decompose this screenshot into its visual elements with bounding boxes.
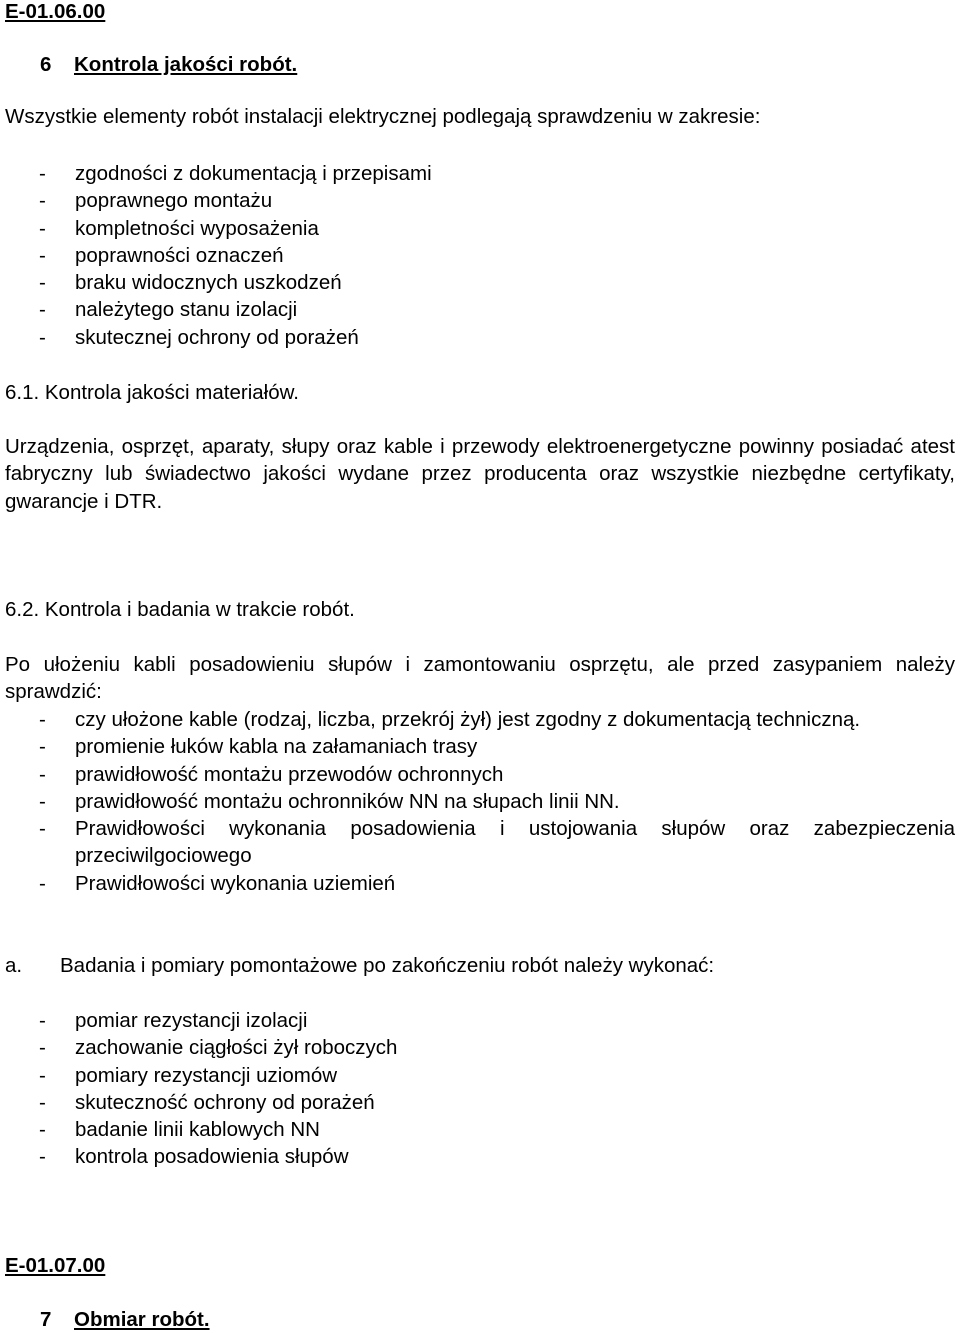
list-item: - badanie linii kablowych NN — [5, 1116, 955, 1143]
subsection-6-2-heading: 6.2. Kontrola i badania w trakcie robót. — [5, 598, 355, 621]
inspection-paragraph: Po ułożeniu kabli posadowieniu słupów i zamontowaniu osprzętu, ale przed zasypaniem należy sprawdzić: — [5, 653, 955, 704]
list-item: - pomiary rezystancji uziomów — [5, 1062, 955, 1089]
bullet-dash: - — [39, 1063, 46, 1087]
post-installation-tests-heading — [5, 952, 714, 979]
inspection-list — [5, 706, 955, 897]
post-installation-list — [5, 1007, 955, 1171]
bullet-dash: - — [39, 708, 46, 731]
bullet-dash: - — [39, 1036, 46, 1060]
materials-paragraph: Urządzenia, osprzęt, aparaty, słupy oraz kable i przewody elektroenergetyczne powinny posiadać atest fabryczny lub świadectwo jakości wydane przez producenta oraz wszystkie niezbędne certyfikaty, gwarancje i DTR. — [5, 435, 955, 513]
bullet-dash: - — [39, 216, 46, 240]
list-item: - braku widocznych uszkodzeń — [5, 269, 955, 296]
bullet-dash: - — [39, 243, 46, 267]
bullet-dash: - — [39, 789, 46, 813]
bullet-dash: - — [39, 1118, 46, 1142]
bullet-dash: - — [39, 817, 46, 841]
bullet-dash: - — [39, 1009, 46, 1032]
list-item: - skutecznej ochrony od porażeń — [5, 324, 955, 351]
list-item: - poprawności oznaczeń — [5, 242, 955, 269]
bullet-dash: - — [39, 325, 46, 349]
section-7-heading — [40, 1306, 210, 1333]
bullet-dash: - — [39, 189, 46, 213]
intro-text: Wszystkie elementy robót instalacji elektrycznej podlegają sprawdzeniu w zakresie: — [5, 105, 761, 128]
list-item: - czy ułożone kable (rodzaj, liczba, przekrój żył) jest zgodny z dokumentacją techniczną. — [5, 706, 955, 733]
subsection-6-1-heading: 6.1. Kontrola jakości materiałów. — [5, 381, 299, 404]
bullet-dash: - — [39, 271, 46, 295]
bullet-dash: - — [39, 1145, 46, 1169]
bullet-dash: - — [39, 871, 46, 895]
section-6-title: Kontrola jakości robót. — [74, 53, 298, 76]
bullet-dash: - — [39, 1090, 46, 1114]
list-item: - pomiar rezystancji izolacji — [5, 1007, 955, 1034]
bullet-dash: - — [39, 162, 46, 185]
list-item: - prawidłowość montażu ochronników NN na słupach linii NN. — [5, 788, 955, 815]
bullet-dash: - — [39, 735, 46, 759]
section-6-number: 6 — [40, 53, 52, 76]
list-item: - promienie łuków kabla na załamaniach trasy — [5, 733, 955, 760]
section-6-heading — [40, 51, 297, 78]
list-item: - Prawidłowości wykonania uziemień — [5, 870, 955, 897]
section-7-title: Obmiar robót. — [74, 1308, 210, 1331]
list-item: - zachowanie ciągłości żył roboczych — [5, 1034, 955, 1061]
section-7-number: 7 — [40, 1308, 52, 1331]
list-item: - kontrola posadowienia słupów — [5, 1143, 955, 1170]
bullet-dash: - — [39, 298, 46, 322]
spec-code-e-01-06-00: E-01.06.00 — [5, 0, 106, 23]
list-item: - Prawidłowości wykonania posadowienia i ustojowania słupów oraz zabezpieczenia przeciwilgociowego — [39, 817, 955, 868]
scope-list — [5, 160, 955, 351]
bullet-dash: - — [39, 762, 46, 786]
spec-code-e-01-07-00: E-01.07.00 — [5, 1254, 106, 1277]
post-installation-tests-text: Badania i pomiary pomontażowe po zakończeniu robót należy wykonać: — [60, 954, 715, 977]
list-item: - kompletności wyposażenia — [5, 215, 955, 242]
list-item: - należytego stanu izolacji — [5, 296, 955, 323]
list-item: - zgodności z dokumentacją i przepisami — [5, 160, 955, 187]
list-item: - poprawnego montażu — [5, 187, 955, 214]
list-item: - prawidłowość montażu przewodów ochronnych — [5, 761, 955, 788]
item-label-a: a. — [5, 954, 23, 977]
list-item: - skuteczność ochrony od porażeń — [5, 1089, 955, 1116]
